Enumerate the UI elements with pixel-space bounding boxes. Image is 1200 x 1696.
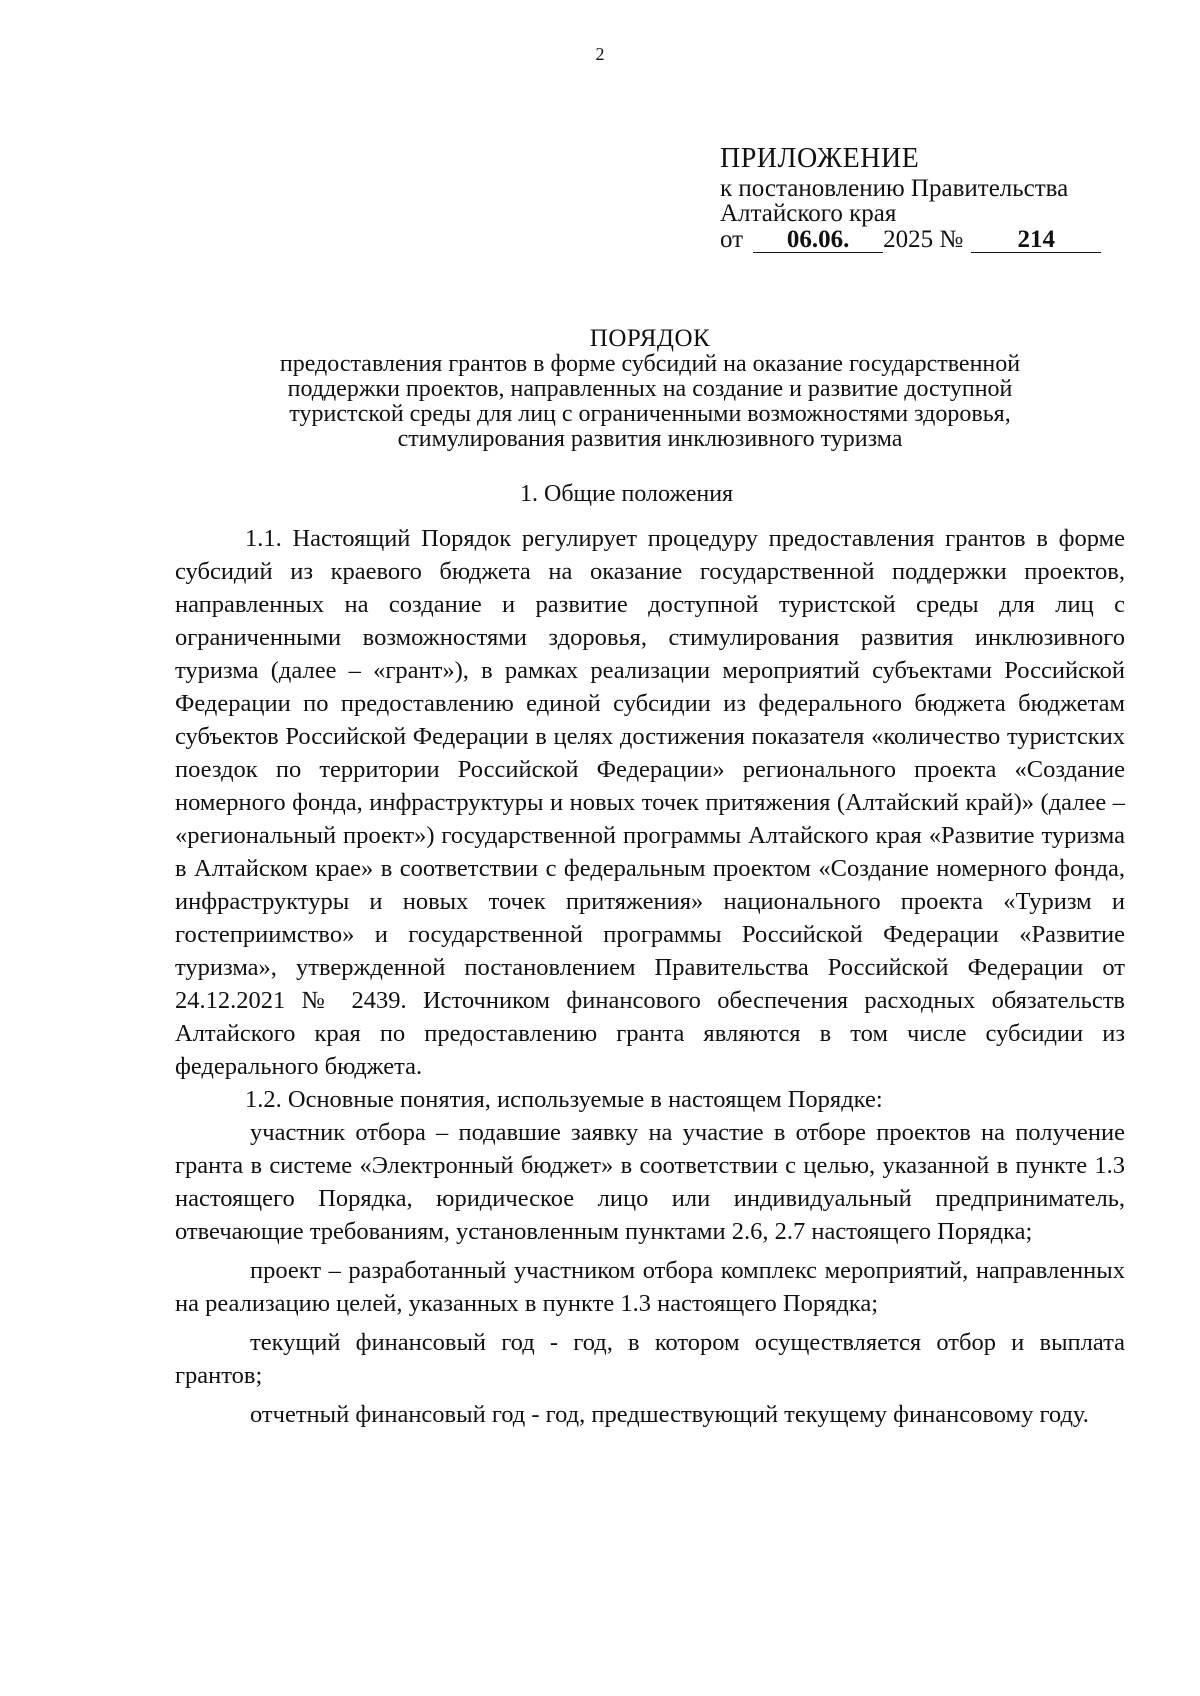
- appendix-block: [720, 142, 1101, 253]
- subtitle-line: предоставления грантов в форме субсидий на оказание государственной: [279, 351, 1021, 377]
- page-number: 2: [595, 44, 605, 64]
- appendix-title: ПРИЛОЖЕНИЕ: [720, 143, 920, 174]
- subtitle-line: туристской среды для лиц с ограниченными возможностями здоровья,: [289, 401, 1011, 427]
- appendix-dateline: [720, 227, 1101, 253]
- appendix-line-2: Алтайского края: [720, 200, 897, 227]
- definition-project: проект – разработанный участником отбора комплекс мероприятий, направленных на реализацию целей, указанных в пункте 1.3 настоящего Порядка;: [175, 1257, 1125, 1317]
- definition-current-year: текущий финансовый год - год, в котором осуществляется отбор и выплата грантов;: [175, 1329, 1125, 1389]
- date-prefix: от: [720, 226, 744, 253]
- appendix-line-1: к постановлению Правительства: [720, 175, 1069, 202]
- subtitle-line: поддержки проектов, направленных на создание и развитие доступной: [287, 376, 1013, 402]
- definition-participant: участник отбора – подавшие заявку на участие в отборе проектов на получение гранта в системе «Электронный бюджет» в соответствии с целью, указанной в пункте 1.3 настоящего Порядка, юридическое лицо или индивидуальный предприниматель, отвечающие требованиям, установленным пунктами 2.6, 2.7 настоящего Порядка;: [175, 1119, 1125, 1245]
- document-body: [175, 522, 1125, 1431]
- document-title: ПОРЯДОК: [589, 325, 711, 352]
- subtitle-line: стимулирования развития инклюзивного туризма: [397, 426, 903, 452]
- paragraph-1-2: 1.2. Основные понятия, используемые в настоящем Порядке:: [245, 1086, 883, 1113]
- decree-year: 2025 №: [883, 226, 964, 253]
- decree-number: 214: [971, 228, 1101, 253]
- section-heading: 1. Общие положения: [520, 481, 734, 507]
- definition-reporting-year: отчетный финансовый год - год, предшествующий текущему финансовому году.: [250, 1401, 1089, 1428]
- paragraph-1-1: 1.1. Настоящий Порядок регулирует процедуру предоставления грантов в форме субсидий из краевого бюджета на оказание государственной поддержки проектов, направленных на создание и развитие доступной туристской среды для лиц с ограниченными возможностями здоровья, стимулирования развития инклюзивного туризма (далее – «грант»), в рамках реализации мероприятий субъектами Российской Федерации по предоставлению единой субсидии из федерального бюджета бюджетам субъектов Российской Федерации в целях достижения показателя «количество туристских поездок по территории Российской Федерации» регионального проекта «Создание номерного фонда, инфраструктуры и новых точек притяжения (Алтайский край)» (далее – «региональный проект») государственной программы Алтайского края «Развитие туризма в Алтайском крае» в соответствии с федеральным проектом «Создание номерного фонда, инфраструктуры и новых точек притяжения» национального проекта «Туризм и гостеприимство» и государственной программы Российской Федерации «Развитие туризма», утвержденной постановлением Правительства Российской Федерации от 24.12.2021 № 2439. Источником финансового обеспечения расходных обязательств Алтайского края по предоставлению гранта являются в том числе субсидии из федерального бюджета.: [175, 525, 1125, 1080]
- document-subtitle: [200, 352, 1100, 452]
- decree-date: 06.06.: [753, 228, 883, 253]
